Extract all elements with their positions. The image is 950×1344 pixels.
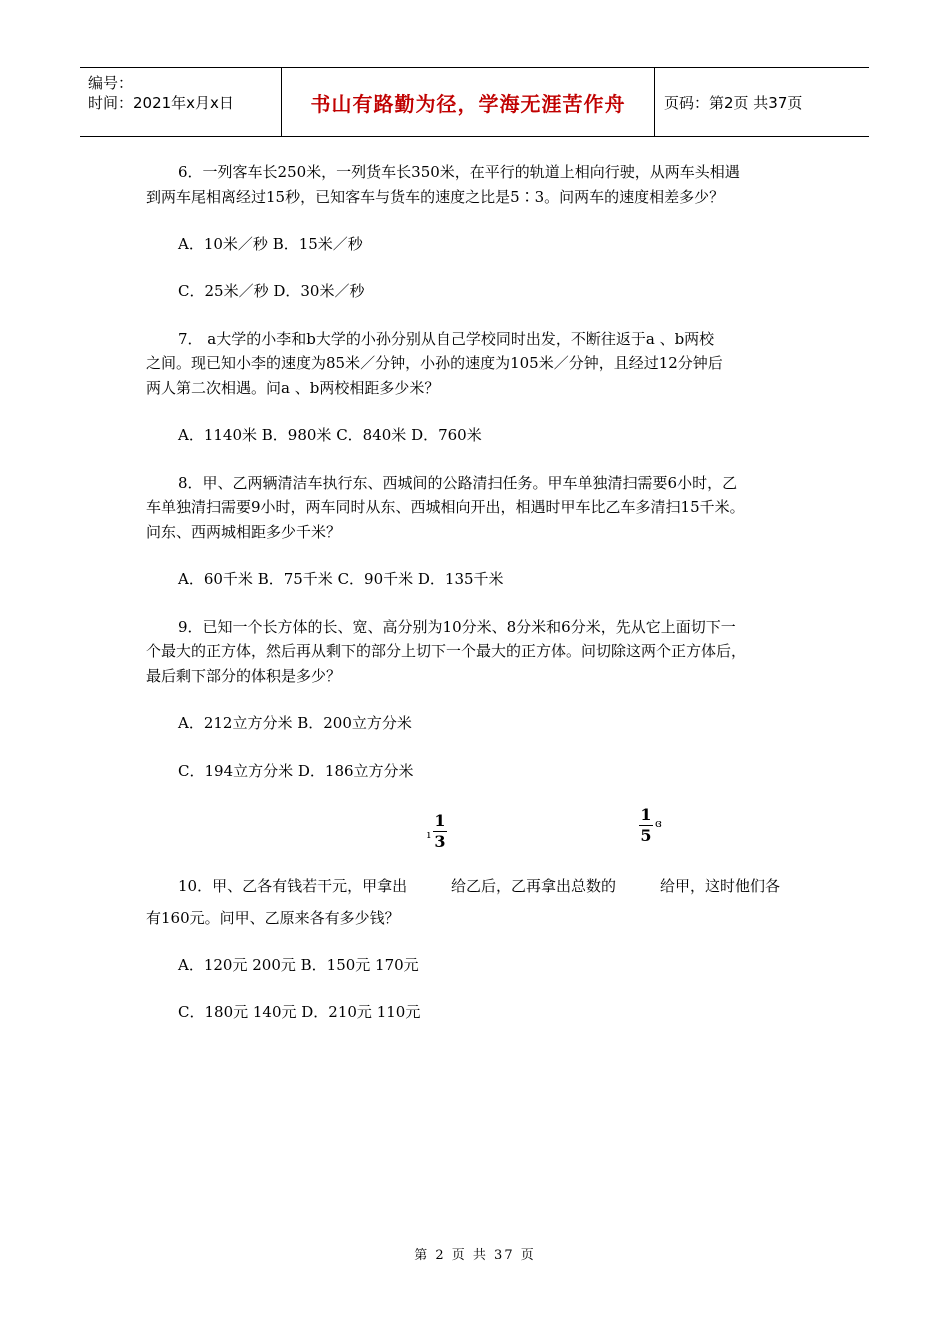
fraction-one-third xyxy=(433,812,447,851)
q8-line-2: 车单独清扫需要9小时，两车同时从东、西城相向开出，相遇时甲车比乙车多清扫15千米。 xyxy=(146,498,745,516)
fraction-one-third-numerator: 1 xyxy=(434,811,446,830)
q10-line-1-part-c: 给甲，这时他们各 xyxy=(660,877,781,895)
q9-options-cd: C．194立方分米 D．186立方分米 xyxy=(178,762,414,780)
q10-options-cd: C．180元 140元 D．210元 110元 xyxy=(178,1003,421,1021)
q9-line-3: 最后剩下部分的体积是多少？ xyxy=(146,667,342,685)
fraction-one-fifth xyxy=(639,806,653,845)
number-label: 编号： xyxy=(88,74,134,92)
q8-line-1: 8．甲、乙两辆清洁车执行东、西城间的公路清扫任务。甲车单独清扫需要6小时，乙 xyxy=(178,474,738,492)
q8-options: A．60千米 B．75千米 C．90千米 D．135千米 xyxy=(178,570,504,588)
header-info-cell xyxy=(80,68,282,136)
fraction-one-third-denominator: 3 xyxy=(434,832,446,851)
q10-line-1-part-a: 10．甲、乙各有钱若干元，甲拿出 xyxy=(178,877,408,895)
q7-line-3: 两人第二次相遇。问a 、b两校相距多少米？ xyxy=(146,379,440,397)
header-page-cell xyxy=(656,68,869,136)
q6-line-2: 到两车尾相离经过15秒，已知客车与货车的速度之比是5∶3。问两车的速度相差多少？ xyxy=(146,188,725,206)
q9-options-ab: A．212立方分米 B．200立方分米 xyxy=(178,714,412,732)
page-header xyxy=(80,67,869,137)
q9-line-2: 个最大的正方体，然后再从剩下的部分上切下一个最大的正方体。问切除这两个正方体后， xyxy=(146,642,747,660)
header-motto-cell xyxy=(282,68,655,136)
q10-options-ab: A．120元 200元 B．150元 170元 xyxy=(178,956,419,974)
motto-text: 书山有路勤为径，学海无涯苦作舟 xyxy=(310,91,626,116)
time-label: 时间：2021年x月x日 xyxy=(88,94,234,112)
q8-line-3: 问东、西两城相距多少千米？ xyxy=(146,523,342,541)
q7-options: A．1140米 B．980米 C．840米 D．760米 xyxy=(178,426,482,444)
page-code: 页码：第2页 共37页 xyxy=(664,93,803,112)
q10-line-1-part-b: 给乙后，乙再拿出总数的 xyxy=(451,877,617,895)
q6-options-cd: C．25米／秒 D．30米／秒 xyxy=(178,282,365,300)
q9-line-1: 9．已知一个长方体的长、宽、高分别为10分米、8分米和6分米，先从它上面切下一 xyxy=(178,618,736,636)
q6-line-1: 6．一列客车长250米，一列货车长350米，在平行的轨道上相向行驶，从两车头相遇 xyxy=(178,163,740,181)
fraction-one-fifth-denominator: 5 xyxy=(640,826,652,845)
q7-line-2: 之间。现已知小李的速度为85米／分钟，小孙的速度为105米／分钟，且经过12分钟后 xyxy=(146,354,723,372)
q6-options-ab: A．10米／秒 B．15米／秒 xyxy=(178,235,363,253)
q10-line-2: 有160元。问甲、乙原来各有多少钱？ xyxy=(146,909,400,927)
fraction-curl-mark: ɞ xyxy=(655,817,662,830)
fraction-one-fifth-numerator: 1 xyxy=(640,805,652,824)
page-footer: 第 2 页 共 37 页 xyxy=(414,1248,536,1263)
fraction-tick-mark: ı xyxy=(427,828,431,841)
q7-line-1: 7． a大学的小李和b大学的小孙分别从自己学校同时出发，不断往返于a 、b两校 xyxy=(178,330,715,348)
